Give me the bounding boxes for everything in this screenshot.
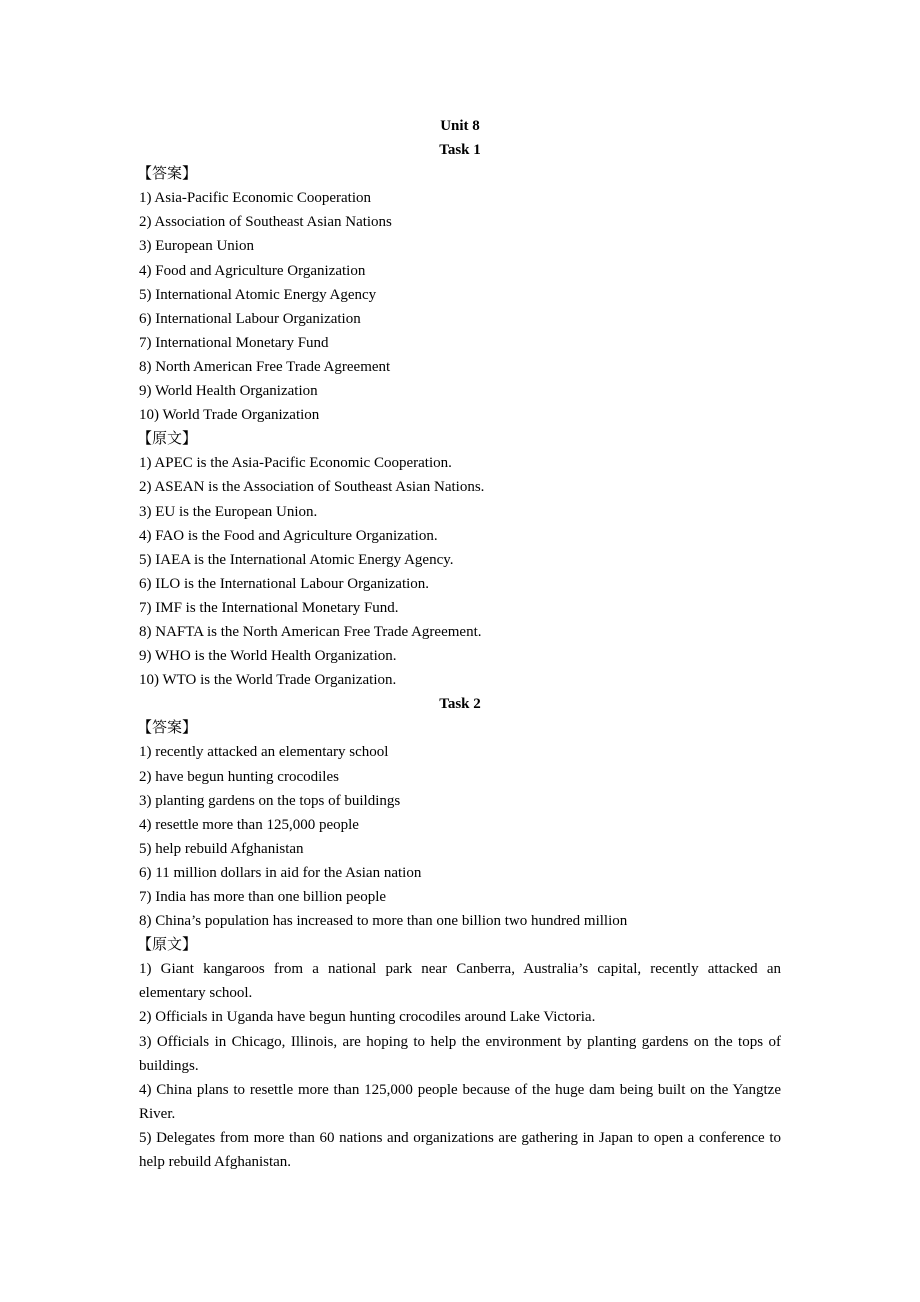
task-1-answer-label: 【答案】 (137, 166, 198, 183)
answer-item: 7) India has more than one billion people (139, 889, 387, 905)
answer-item: 8) North American Free Trade Agreement (139, 358, 391, 375)
document-page (139, 114, 781, 1174)
answer-item: 4) Food and Agriculture Organization (139, 262, 366, 279)
answer-item: 6) 11 million dollars in aid for the Asian nation (139, 864, 422, 881)
original-item: 5) IAEA is the International Atomic Energy Agency. (139, 551, 454, 568)
task-2-answer-label: 【答案】 (137, 720, 198, 737)
original-paragraph: 3) Officials in Chicago, Illinois, are hoping to help the environment by planting gardens on the tops of buildings. (139, 1033, 781, 1074)
answer-item: 6) International Labour Organization (139, 310, 361, 327)
answer-item: 2) have begun hunting crocodiles (139, 768, 339, 785)
original-item: 10) WTO is the World Trade Organization. (139, 672, 397, 689)
original-item: 8) NAFTA is the North American Free Trade Agreement. (139, 623, 482, 640)
task-2-answer-list (139, 740, 781, 933)
answer-item: 1) recently attacked an elementary school (139, 744, 389, 761)
answer-item: 2) Association of Southeast Asian Nations (139, 214, 392, 231)
original-paragraph: 2) Officials in Uganda have begun hunting crocodiles around Lake Victoria. (139, 1009, 596, 1026)
original-item: 1) APEC is the Asia-Pacific Economic Cooperation. (139, 455, 452, 472)
answer-item: 7) International Monetary Fund (139, 334, 329, 351)
task-1-section (139, 138, 781, 692)
task-2-original-label: 【原文】 (137, 937, 198, 954)
task-1-original-list (139, 451, 781, 692)
task-1-answer-list (139, 186, 781, 427)
original-item: 3) EU is the European Union. (139, 503, 318, 520)
original-item: 4) FAO is the Food and Agriculture Organization. (139, 527, 438, 544)
task-2-original-list (139, 957, 781, 1174)
original-paragraph: 4) China plans to resettle more than 125,000 people because of the huge dam being built on the Yangtze River. (139, 1081, 781, 1122)
answer-item: 9) World Health Organization (139, 383, 318, 400)
unit-title: Unit 8 (440, 118, 480, 134)
answer-item: 10) World Trade Organization (139, 407, 320, 424)
task-2-section (139, 692, 781, 1174)
task-1-title: Task 1 (439, 142, 481, 159)
answer-item: 3) European Union (139, 238, 254, 255)
answer-item: 5) help rebuild Afghanistan (139, 840, 304, 857)
answer-item: 8) China’s population has increased to more than one billion two hundred million (139, 913, 628, 930)
original-item: 9) WHO is the World Health Organization. (139, 648, 397, 665)
original-paragraph: 5) Delegates from more than 60 nations and organizations are gathering in Japan to open a conference to help rebuild Afghanistan. (139, 1129, 781, 1171)
answer-item: 1) Asia-Pacific Economic Cooperation (139, 190, 372, 207)
answer-item: 5) International Atomic Energy Agency (139, 286, 377, 303)
answer-item: 4) resettle more than 125,000 people (139, 816, 359, 833)
original-item: 2) ASEAN is the Association of Southeast Asian Nations. (139, 479, 485, 496)
task-1-original-label: 【原文】 (137, 431, 198, 448)
task-2-title: Task 2 (439, 696, 481, 713)
answer-item: 3) planting gardens on the tops of buildings (139, 792, 401, 809)
original-item: 6) ILO is the International Labour Organization. (139, 575, 430, 592)
original-paragraph: 1) Giant kangaroos from a national park near Canberra, Australia’s capital, recently attacked an elementary school. (139, 961, 781, 1002)
original-item: 7) IMF is the International Monetary Fund. (139, 599, 399, 616)
